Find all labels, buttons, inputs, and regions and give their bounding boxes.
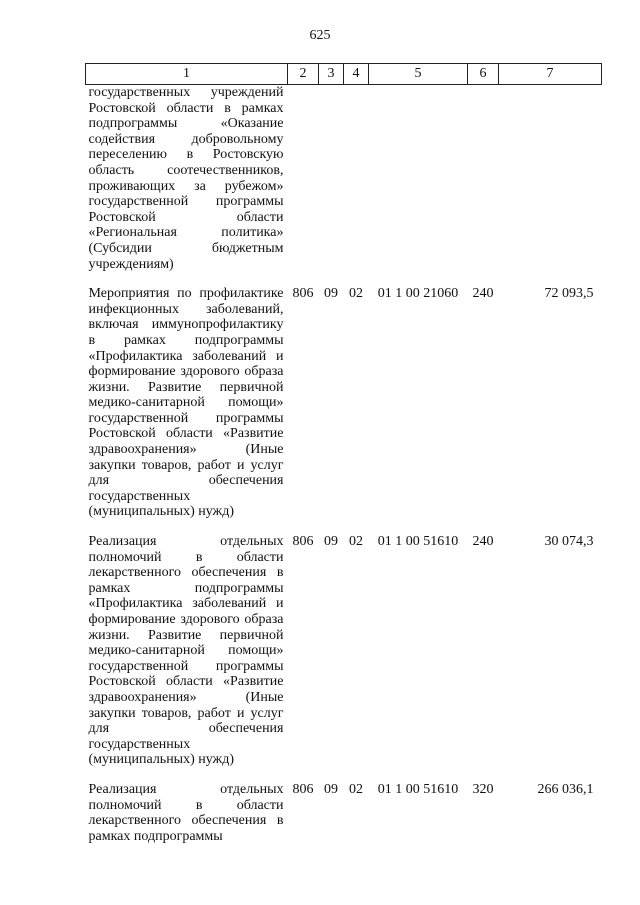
row-amount: 72 093,5 [544, 286, 594, 302]
row-expense-type: 240 [472, 286, 494, 302]
column-header-amount: 7 [499, 64, 602, 85]
column-header-section: 3 [319, 64, 344, 85]
row-description: государственных учреждений Ростовской области в рамках подпрограммы «Оказание содействия добровольному переселению в Ростовскую область соотечественников, проживающих за рубежом» государственной программы Ростовской области «Региональная политика» (Субсидии бюджетным учреждениям) [88, 85, 284, 272]
row-ministry: 806 [292, 286, 314, 302]
row-section: 09 [324, 286, 338, 302]
table-header-row [86, 64, 602, 85]
row-section: 09 [324, 534, 338, 550]
column-header-expense-type: 6 [468, 64, 499, 85]
row-description: Реализация отдельных полномочий в области лекарственного обеспечения в рамках подпрограммы «Профилактика заболеваний и формирование здорового образа жизни. Развитие первичной медико-санитарной помощи» государственной программы Ростовской области «Развитие здравоохранения» (Иные закупки товаров, работ и услуг для обеспечения государственных (муниципальных) нужд) [88, 534, 284, 768]
row-amount: 266 036,1 [537, 781, 594, 797]
table-row [86, 272, 602, 520]
budget-table [85, 63, 602, 844]
column-header-description: 1 [86, 64, 288, 85]
row-description: Реализация отдельных полномочий в области лекарственного обеспечения в рамках подпрограммы [88, 781, 284, 844]
row-target: 01 1 00 21060 [377, 286, 459, 302]
row-description: Мероприятия по профилактике инфекционных заболеваний, включая иммунопрофилактику в рамках подпрограммы «Профилактика заболеваний и формирование здорового образа жизни. Развитие первичной медико-санитарной помощи» государственной программы Ростовской области «Развитие здравоохранения» (Иные закупки товаров, работ и услуг для обеспечения государственных (муниципальных) нужд) [88, 286, 284, 520]
row-expense-type: 320 [472, 781, 494, 797]
row-subsection [344, 85, 369, 273]
row-section [319, 85, 344, 273]
row-subsection: 02 [349, 781, 363, 797]
column-header-target: 5 [369, 64, 468, 85]
table-row [86, 85, 602, 273]
column-header-ministry: 2 [288, 64, 319, 85]
row-amount: 30 074,3 [544, 534, 594, 550]
page-number: 625 [309, 28, 331, 43]
row-ministry [288, 85, 319, 273]
row-section: 09 [324, 781, 338, 797]
row-target [369, 85, 468, 273]
table-row [86, 768, 602, 844]
row-ministry: 806 [292, 534, 314, 550]
row-expense-type: 240 [472, 534, 494, 550]
row-target: 01 1 00 51610 [377, 534, 459, 550]
table-row [86, 520, 602, 768]
row-amount [499, 85, 602, 273]
row-target: 01 1 00 51610 [377, 781, 459, 797]
row-subsection: 02 [349, 534, 363, 550]
row-ministry: 806 [292, 781, 314, 797]
row-subsection: 02 [349, 286, 363, 302]
row-expense-type [468, 85, 499, 273]
column-header-subsection: 4 [344, 64, 369, 85]
